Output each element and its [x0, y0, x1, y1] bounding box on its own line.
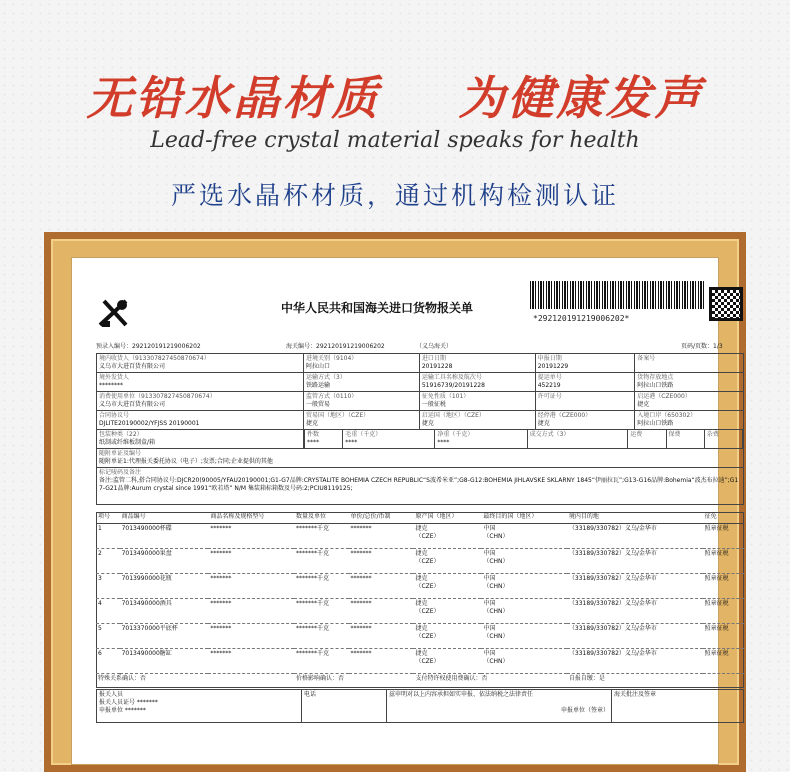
item-cell-domestic [567, 649, 703, 674]
header-cell-label: 货物存放地点 [637, 374, 674, 381]
item-dest-code: （CHN） [483, 658, 509, 665]
packing-detail-value: **** [307, 439, 320, 446]
item-dest-code: （CHN） [483, 608, 509, 615]
item-cell-origin [413, 574, 481, 599]
item-cell-dest [481, 649, 567, 674]
item-cell-price [349, 524, 414, 549]
declarant-label: 报关人员 [99, 691, 124, 698]
packing-detail-label: 件数 [307, 431, 320, 438]
item-cell-price [349, 574, 414, 599]
item-cell-code [120, 599, 209, 624]
item-spec: ******* [210, 625, 232, 632]
item-dest: 中国 [483, 575, 496, 582]
item-exempt: 照章征税 [704, 600, 729, 607]
item-header-cell: 征免 [703, 512, 744, 524]
header-cell-label: 提运单号 [537, 374, 562, 381]
header-cell [97, 392, 304, 411]
item-cell-price [349, 624, 414, 649]
item-cell-spec [208, 574, 294, 599]
header-cell [419, 373, 535, 392]
item-cell-origin [413, 549, 481, 574]
item-qty: *******千克 [295, 525, 329, 532]
pre-entry-number: 预录入编号：292120191219006202 [96, 343, 201, 350]
header-cell-label: 消费使用单位（91330782745087​0674） [99, 393, 216, 400]
item-price: ******* [350, 650, 372, 657]
item-code: 7013490000杯碟 [121, 525, 172, 532]
item-cell-exempt [703, 549, 744, 574]
customs-declaration-document [71, 257, 739, 765]
header-cell [97, 411, 304, 430]
item-dest-code: （CHN） [483, 633, 509, 640]
table-row [96, 574, 744, 599]
item-header-cell: 商品名称及规格型号 [208, 512, 294, 524]
item-cell-no [96, 574, 120, 599]
item-origin: 捷克 [415, 525, 428, 532]
item-cell-spec [208, 649, 294, 674]
packing-detail-cell [527, 430, 628, 448]
item-no: 5 [98, 625, 102, 632]
phone-label: 电话 [304, 691, 317, 698]
item-cell-exempt [703, 599, 744, 624]
header-cell-label: 备案号 [637, 355, 656, 362]
header-cell-value: 20191228 [421, 363, 453, 370]
remark-row [97, 468, 744, 505]
header-cell-value: 捷克 [537, 420, 550, 427]
item-exempt: 照章征税 [704, 575, 729, 582]
item-cell-exempt [703, 624, 744, 649]
document-title: 中华人民共和国海关进口货物报关单 [281, 301, 474, 315]
item-code: 7013370000平底杯 [121, 625, 178, 632]
header-cell [419, 411, 535, 430]
header-cell-value: 一般贸易 [306, 401, 331, 408]
header-cell-label: 入境口岸（650302） [637, 412, 697, 419]
item-cell-no [96, 549, 120, 574]
item-dest: 中国 [483, 650, 496, 657]
item-cell-domestic [567, 624, 703, 649]
packing-detail-value: **** [437, 439, 450, 446]
item-cell-code [120, 649, 209, 674]
header-cell-value: 义乌市大进百货有限公司 [99, 363, 166, 370]
item-origin-code: （CZE） [415, 583, 440, 590]
packing-detail-label: 成交方式（3） [529, 431, 570, 438]
header-cell [635, 411, 744, 430]
item-cell-qty [294, 549, 349, 574]
item-origin-code: （CZE） [415, 658, 440, 665]
item-origin: 捷克 [415, 625, 428, 632]
item-cell-domestic [567, 524, 703, 549]
item-spec: ******* [210, 575, 232, 582]
remark-label: 标记唛码及备注 [99, 469, 142, 476]
packing-label: 包装种类（22） [99, 431, 143, 438]
item-price: ******* [350, 600, 372, 607]
table-row [96, 624, 744, 649]
headline [0, 62, 790, 128]
remark-value: 备注:监管二科,搭合同协议号:DJCR20(90005/YFAU20190001;G1-G7品牌:CRYSTALITE BOHEMIA CZECH REPUBLIC“S波希米亚”;G8-G12:BOHEMIA JIHLAVSKE SKLARNY 1845“伊丽拉瓦”;G13-G16品牌:Bohemia“波杰布拉迪”;G17-G21品牌:Aurum crystal since 1991“欧若塔” N/M 集装箱标箱数及号码:2;PCIU8119125; [99, 477, 739, 492]
item-header-cell: 项号 [96, 512, 120, 524]
item-cell-qty [294, 599, 349, 624]
item-origin-code: （CZE） [415, 633, 440, 640]
header-cell [535, 392, 635, 411]
confirm-royalty: 支付特许权使用费确认：否 [415, 675, 488, 682]
item-exempt: 照章征税 [704, 550, 729, 557]
item-cell-spec [208, 549, 294, 574]
packing-detail-cell [305, 430, 343, 448]
item-dest: 中国 [483, 600, 496, 607]
declarant-unit: 申报单位 ******* [99, 707, 146, 714]
item-dest-code: （CHN） [483, 583, 509, 590]
item-cell-domestic [567, 574, 703, 599]
item-spec: ******* [210, 600, 232, 607]
item-dest: 中国 [483, 550, 496, 557]
unit-stamp: 申报单位（签章） [560, 707, 609, 714]
item-price: ******* [350, 625, 372, 632]
footer-declarant [97, 690, 302, 723]
tagline: Lead-free crystal material speaks for health [150, 128, 640, 153]
headline-right: 为健康发声 [458, 71, 704, 125]
item-cell-no [96, 649, 120, 674]
packing-type [97, 430, 304, 449]
item-qty: *******千克 [295, 550, 329, 557]
item-cell-spec [208, 599, 294, 624]
item-cell-exempt [703, 524, 744, 549]
header-cell [97, 354, 304, 373]
item-no: 3 [98, 575, 102, 582]
header-cell-value: 452219 [537, 382, 561, 389]
header-cell-value: 51916739/20191228 [421, 382, 485, 389]
statement: 兹申明对以上内容承担如实申报、依法纳税之法律责任 [389, 691, 534, 698]
header-cell [304, 392, 420, 411]
item-cell-exempt [703, 649, 744, 674]
header-cell-label: 征免性质（101） [421, 393, 470, 400]
header-cell-value: 铁路运输 [306, 382, 331, 389]
remark-cell [97, 468, 744, 505]
item-domestic: （33189/330782）义乌/金华市 [568, 575, 657, 582]
item-no: 4 [98, 600, 102, 607]
item-cell-price [349, 599, 414, 624]
header-row [97, 354, 744, 373]
header-cell-value: 阿拉山口 [306, 363, 331, 370]
item-header-cell: 数量及单位 [294, 512, 349, 524]
item-cell-price [349, 649, 414, 674]
packing-detail-cell [628, 430, 666, 448]
item-header-cell: 境内目的地 [567, 512, 703, 524]
item-code: 7013990000花瓶 [121, 575, 172, 582]
item-cell-exempt [703, 574, 744, 599]
packing-detail-label: 毛重（千克） [345, 431, 382, 438]
header-cell-label: 运输方式（3） [306, 374, 346, 381]
item-code: 7013490000酒具 [121, 600, 172, 607]
item-spec: ******* [210, 650, 232, 657]
item-price: ******* [350, 525, 372, 532]
item-price: ******* [350, 550, 372, 557]
items-table [96, 512, 744, 698]
packing-detail-cell [704, 430, 742, 448]
packing-details [304, 430, 744, 449]
item-header-cell: 商品编号 [120, 512, 209, 524]
certificate-frame [44, 232, 746, 772]
footer-phone [302, 690, 387, 723]
item-origin: 捷克 [415, 600, 428, 607]
item-dest-code: （CHN） [483, 533, 509, 540]
header-cell [535, 354, 635, 373]
packing-detail-label: 运费 [630, 431, 643, 438]
item-cell-spec [208, 624, 294, 649]
header-cell [304, 373, 420, 392]
item-no: 2 [98, 550, 102, 557]
packing-detail-cell [343, 430, 435, 448]
confirm-price: 价格影响确认：否 [295, 675, 344, 682]
item-cell-origin [413, 599, 481, 624]
header-cell-label: 贸易国（地区）（CZE） [306, 412, 370, 419]
header-cell-label: 监管方式（0110） [306, 393, 358, 400]
item-domestic: （33189/330782）义乌/金华市 [568, 600, 657, 607]
item-dest: 中国 [483, 625, 496, 632]
docs-row [97, 449, 744, 468]
header-cell-value: ******** [99, 382, 123, 389]
item-no: 6 [98, 650, 102, 657]
item-exempt: 照章征税 [704, 525, 729, 532]
page-count: 页码/页数：1/3 [681, 343, 723, 350]
footer-customs-sign [612, 690, 744, 723]
header-cell [535, 411, 635, 430]
item-origin-code: （CZE） [415, 608, 440, 615]
item-cell-domestic [567, 599, 703, 624]
packing-detail-label: 杂费 [706, 431, 719, 438]
table-row [96, 649, 744, 674]
item-cell-dest [481, 574, 567, 599]
item-domestic: （33189/330782）义乌/金华市 [568, 550, 657, 557]
header-cell-value: 阿拉山口铁路 [637, 382, 674, 389]
item-price: ******* [350, 575, 372, 582]
item-exempt: 照章征税 [704, 625, 729, 632]
packing-detail-cell [435, 430, 527, 448]
item-cell-dest [481, 624, 567, 649]
header-cell-value: 捷克 [306, 420, 319, 427]
item-dest-code: （CHN） [483, 558, 509, 565]
item-origin: 捷克 [415, 650, 428, 657]
item-domestic: （33189/330782）义乌/金华市 [568, 625, 657, 632]
declarant-cert: 报关人员证号 ******* [99, 699, 158, 706]
item-cell-domestic [567, 549, 703, 574]
footer-statement [387, 690, 612, 723]
header-row [97, 373, 744, 392]
item-cell-price [349, 549, 414, 574]
header-cell [304, 411, 420, 430]
header-cell-label: 合同协议号 [99, 412, 130, 419]
barcode-text: *29212019121900620​2* [533, 314, 630, 323]
item-cell-qty [294, 524, 349, 549]
item-domestic: （33189/330782）义乌/金华市 [568, 650, 657, 657]
item-dest: 中国 [483, 525, 496, 532]
item-cell-dest [481, 599, 567, 624]
item-qty: *******千克 [295, 650, 329, 657]
header-cell-label: 许可证号 [537, 393, 562, 400]
header-cell-label: 申报日期 [537, 355, 562, 362]
item-origin-code: （CZE） [415, 558, 440, 565]
header-cell-label: 进口日期 [421, 355, 446, 362]
item-qty: *******千克 [295, 575, 329, 582]
header-cell [419, 354, 535, 373]
confirm-special: 特殊关系确认：否 [98, 675, 147, 682]
docs-value: 随附单证1:代理报关委托协议（电子）;发票;合同;企业提供的其他 [99, 458, 273, 465]
barcode [530, 281, 705, 309]
item-qty: *******千克 [295, 600, 329, 607]
item-cell-spec [208, 524, 294, 549]
header-cell-value: 阿拉山口铁路 [637, 420, 674, 427]
item-cell-dest [481, 524, 567, 549]
item-exempt: 照章征税 [704, 650, 729, 657]
header-cell-label: 经停港（CZE000） [537, 412, 592, 419]
packing-detail-value: **** [345, 439, 358, 446]
header-cell [535, 373, 635, 392]
item-cell-origin [413, 524, 481, 549]
header-row [97, 392, 744, 411]
header-cell-value: DJLITE20190002/YFJSS 20190001 [99, 420, 200, 427]
item-header-cell: 原产国（地区） [413, 512, 481, 524]
item-cell-code [120, 574, 209, 599]
item-cell-code [120, 524, 209, 549]
item-origin: 捷克 [415, 575, 428, 582]
table-row [96, 599, 744, 624]
subhead: 严选水晶杯材质，通过机构检测认证 [170, 181, 619, 210]
docs-cell [97, 449, 744, 468]
header-cell-value: 捷克 [421, 420, 434, 427]
item-cell-code [120, 624, 209, 649]
header-cell [635, 392, 744, 411]
item-header-cell: 最终目的国（地区） [481, 512, 567, 524]
packing-value: 纸制或纤维板制盒/箱 [99, 439, 156, 446]
header-cell-value: 捷克 [637, 401, 650, 408]
packing-detail-cell [666, 430, 704, 448]
item-cell-origin [413, 624, 481, 649]
item-cell-qty [294, 574, 349, 599]
header-cell-label: 启运港（CZE000） [637, 393, 691, 400]
item-cell-code [120, 549, 209, 574]
packing-row [97, 430, 744, 449]
customs-sign: 海关批注及签章 [614, 691, 657, 698]
item-cell-qty [294, 649, 349, 674]
item-no: 1 [98, 525, 102, 532]
item-cell-origin [413, 649, 481, 674]
table-row [96, 549, 744, 574]
header-cell [97, 373, 304, 392]
header-cell [635, 354, 744, 373]
item-cell-qty [294, 624, 349, 649]
declaration-header-table [96, 353, 744, 505]
docs-label: 随附单证及编号 [99, 450, 142, 457]
item-cell-no [96, 524, 120, 549]
header-cell-value: 20191229 [537, 363, 569, 370]
item-cell-no [96, 599, 120, 624]
item-cell-dest [481, 549, 567, 574]
header-cell-label: 境外发货人 [99, 374, 130, 381]
customs-number: 海关编号：292120191219006202 [286, 343, 385, 350]
footer-table [96, 689, 744, 723]
header-cell [304, 354, 420, 373]
item-code: 7013490000糖缸 [121, 650, 172, 657]
confirm-self: 自报自缴：是 [568, 675, 605, 682]
item-header-cell: 单价/总价/币制 [349, 512, 414, 524]
header-cell [419, 392, 535, 411]
packing-detail-label: 净重（千克） [437, 431, 474, 438]
header-cell [635, 373, 744, 392]
item-spec: ******* [210, 525, 232, 532]
item-qty: *******千克 [295, 625, 329, 632]
item-origin-code: （CZE） [415, 533, 440, 540]
header-cell-value: 一般征税 [421, 401, 446, 408]
item-origin: 捷克 [415, 550, 428, 557]
item-domestic: （33189/330782）义乌/金华市 [568, 525, 657, 532]
headline-left: 无铅水晶材质 [86, 71, 381, 125]
qr-code [709, 287, 743, 321]
customs-emblem-icon [96, 295, 132, 331]
packing-detail-label: 保费 [668, 431, 681, 438]
header-cell-label: 启运国（地区）（CZE） [421, 412, 485, 419]
header-cell-label: 进境关别（9104） [306, 355, 358, 362]
item-cell-no [96, 624, 120, 649]
header-cell-label: 运输工具名称及航次号 [421, 374, 482, 381]
item-spec: ******* [210, 550, 232, 557]
item-code: 7013490000果盘 [121, 550, 172, 557]
header-cell-label: 境内收货人（91330782745087​0674） [99, 355, 210, 362]
table-row [96, 524, 744, 549]
customs-office: （义乌海关） [416, 343, 453, 350]
header-cell-value: 义乌市大进百货有限公司 [99, 401, 166, 408]
header-row [97, 411, 744, 430]
